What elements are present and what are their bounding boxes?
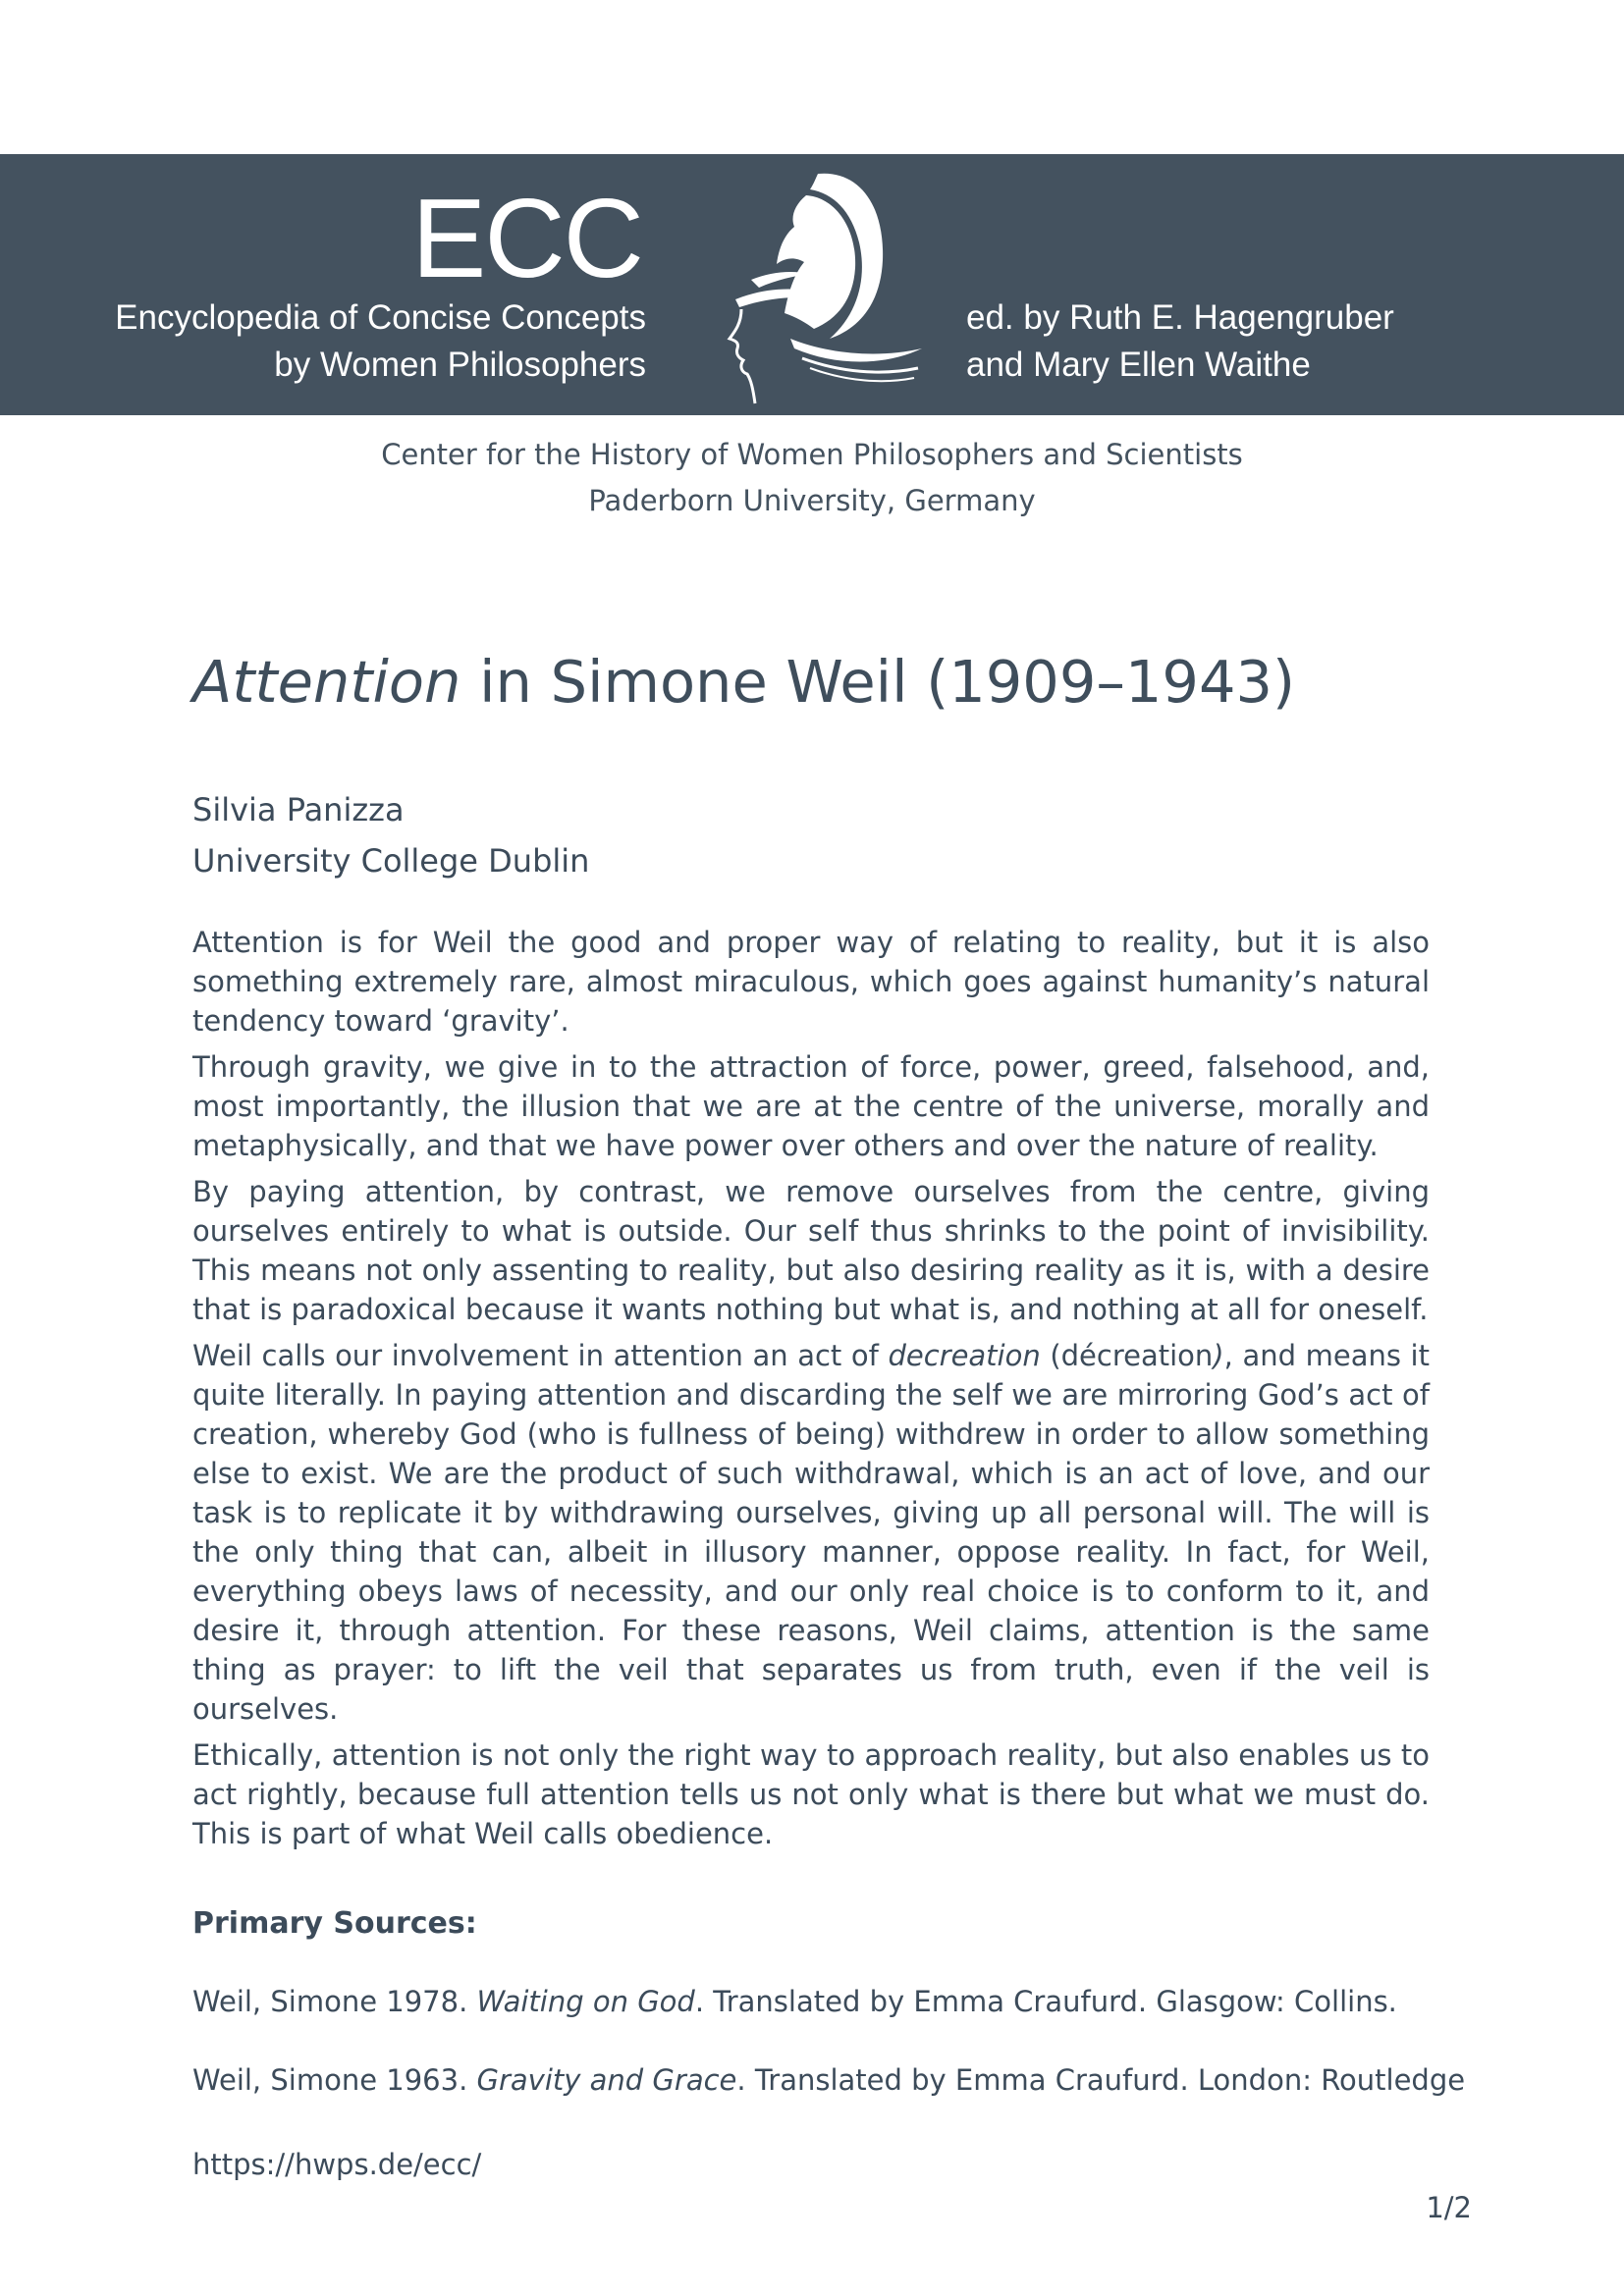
paragraph-2: Through gravity, we give in to the attraction of force, power, greed, falsehood, and, most importantly, the illusion that we are at the centre of the universe, morally and metaphysically, and that we have power over others and over the nature of reality. — [192, 1050, 1430, 1162]
author-affiliation: University College Dublin — [192, 842, 590, 880]
reference-2-title: Gravity and Grace — [476, 2063, 737, 2097]
series-title-line-2: by Women Philosophers — [274, 346, 646, 384]
paragraph-5: Ethically, attention is not only the right way to approach reality, but also enables us to act rightly, because full attention tells us not only what is there but what we must do. This is part of what Weil calls obedience. — [192, 1738, 1430, 1850]
institution-block — [0, 432, 1624, 524]
decreation-french: (décreation — [1040, 1339, 1214, 1372]
reference-2-details: . Translated by Emma Craufurd. London: Routledge — [736, 2063, 1466, 2097]
article-body — [192, 923, 1430, 1860]
footer-url[interactable]: https://hwps.de/ecc/ — [192, 2148, 482, 2181]
paragraph-4-rest: , and means it quite literally. In paying attention and discarding the self we are mirroring God’s act of creation, whereby God (who is fullness of being) withdrew in order to allow something else to exist. We are the product of such withdrawal, which is an act of love, and our task is to replicate it by withdrawing ourselves, giving up all personal will. The will is the only thing that can, albeit in illusory manner, oppose reality. In fact, for Weil, everything obeys laws of necessity, and our only real choice is to conform to it, and desire it, through attention. For these reasons, Weil claims, attention is the same thing as prayer: to lift the veil that separates us from truth, even if the veil is ourselves. — [192, 1339, 1430, 1726]
reference-2 — [192, 2063, 1465, 2097]
paragraph-4-start: Weil calls our involvement in attention an act of — [192, 1339, 889, 1372]
paragraph-4-paren: ) — [1213, 1339, 1224, 1372]
institution-location: Paderborn University, Germany — [588, 484, 1036, 517]
author-block — [192, 784, 589, 886]
title-italic-term: Attention — [192, 648, 461, 716]
reference-1-author: Weil, Simone 1978. — [192, 1985, 477, 2018]
article-title — [192, 643, 1295, 721]
title-rest: in Simone Weil (1909–1943) — [460, 648, 1296, 716]
decreation-term: decreation — [888, 1339, 1041, 1372]
series-title-line-1: Encyclopedia of Concise Concepts — [115, 298, 646, 337]
paragraph-4 — [192, 1336, 1430, 1729]
reference-2-author: Weil, Simone 1963. — [192, 2063, 477, 2097]
paragraph-3: By paying attention, by contrast, we remove ourselves from the centre, giving ourselves entirely to what is outside. Our self thus shrinks to the point of invisibility. This means not only assenting to reality, but also desiring reality as it is, with a desire that is paradoxical because it wants nothing but what is, and nothing at all for oneself. — [192, 1175, 1430, 1326]
series-title — [115, 294, 646, 389]
editors-line-2: and Mary Ellen Waithe — [966, 346, 1311, 384]
author-name: Silvia Panizza — [192, 791, 405, 828]
page-number: 1/2 — [1426, 2191, 1472, 2224]
ecc-logo-text: ECC — [411, 177, 642, 301]
institution-name: Center for the History of Women Philosophers and Scientists — [381, 438, 1243, 471]
athena-helmet-logo-icon — [712, 166, 924, 409]
reference-1-details: . Translated by Emma Craufurd. Glasgow: Collins. — [694, 1985, 1397, 2018]
editors-line-1: ed. by Ruth E. Hagengruber — [966, 298, 1394, 337]
reference-1-title: Waiting on God — [476, 1985, 695, 2018]
paragraph-1: Attention is for Weil the good and proper way of relating to reality, but it is also something extremely rare, almost miraculous, which goes against humanity’s natural tendency toward ‘gravity’. — [192, 926, 1430, 1038]
editors — [966, 294, 1394, 389]
header-banner — [0, 154, 1624, 415]
primary-sources-heading: Primary Sources: — [192, 1906, 477, 1941]
reference-1 — [192, 1985, 1397, 2018]
